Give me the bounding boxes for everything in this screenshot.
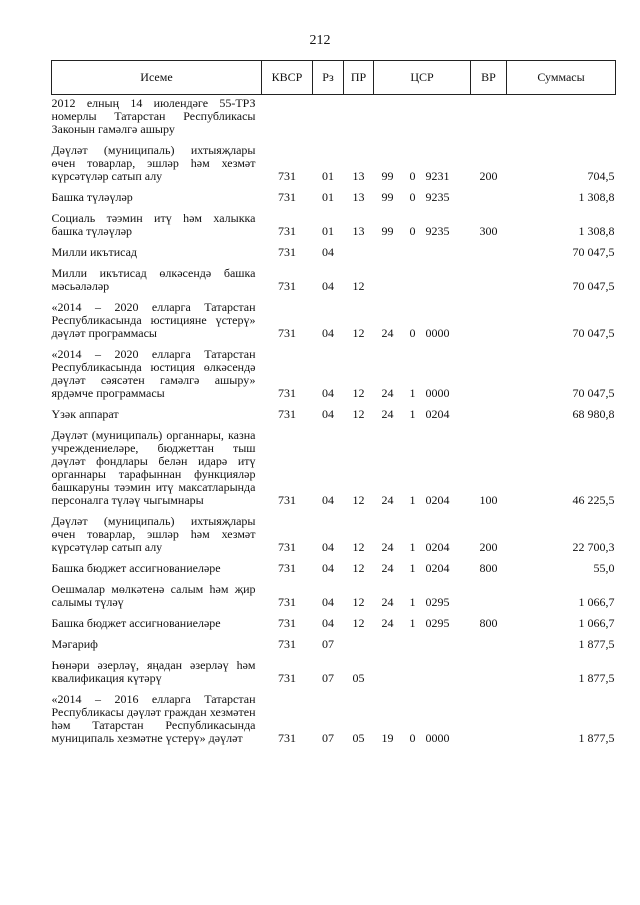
cell-kvsr: 731 xyxy=(278,407,296,421)
cell-kvsr: 731 xyxy=(278,731,296,745)
cell-kvsr: 731 xyxy=(278,616,296,630)
cell-vr: 300 xyxy=(479,224,498,238)
cell-csr-direction: 0000 xyxy=(425,731,450,745)
cell-pr xyxy=(344,632,374,653)
page-number: 212 xyxy=(309,33,331,48)
cell-sum: 704,5 xyxy=(587,169,615,183)
cell-csr-direction: 0000 xyxy=(425,386,450,400)
cell-rz: 04 xyxy=(322,616,334,630)
table-row xyxy=(52,402,616,423)
cell-vr xyxy=(471,577,507,611)
cell-name: Башка түләүләр xyxy=(51,190,133,204)
table-row xyxy=(52,95,616,139)
cell-vr: 200 xyxy=(479,540,498,554)
table-row xyxy=(52,185,616,206)
cell-kvsr: 731 xyxy=(278,671,296,685)
cell-csr-direction: 0000 xyxy=(425,326,450,340)
cell-csr-program: 24 xyxy=(381,595,394,609)
cell-pr xyxy=(344,240,374,261)
cell-sum: 1 308,8 xyxy=(578,224,615,238)
table-row xyxy=(52,342,616,402)
cell-sum: 22 700,3 xyxy=(572,540,615,554)
cell-name: Мәгариф xyxy=(51,637,98,651)
cell-pr: 13 xyxy=(352,169,365,183)
cell-kvsr xyxy=(262,95,313,139)
cell-rz: 04 xyxy=(322,386,334,400)
table-row xyxy=(52,206,616,240)
cell-rz: 04 xyxy=(322,561,334,575)
table-header-row xyxy=(52,61,616,95)
cell-pr: 12 xyxy=(352,616,365,630)
cell-name: Дәүләт (муниципаль) ихтыяҗлары өчен товарлар, эшләр һәм хезмәт күрсәтүләр сатып алу xyxy=(51,514,256,554)
cell-name: «2014 – 2016 елларга Татарстан Республикасы дәүләт граждан хезмәтен һәм Татарстан Республикасында муниципаль хезмәтне үстерү» дәүләт xyxy=(51,692,256,745)
cell-name: Дәүләт (муниципаль) органнары, казна учреждениеләре, бюджеттан тыш дәүләт фондлары белән идарә итү органнары тарафыннан функцияләр башкаруны тәэмин итү максатларында персоналга түләү чыгымнары xyxy=(51,428,256,507)
cell-csr-program xyxy=(374,653,402,687)
cell-csr-program: 24 xyxy=(381,616,394,630)
cell-csr-subprogram: 0 xyxy=(409,224,416,238)
header-sum: Суммасы xyxy=(507,61,616,95)
cell-csr-program: 99 xyxy=(381,190,394,204)
table-row xyxy=(52,577,616,611)
cell-pr: 12 xyxy=(352,326,365,340)
cell-name: Социаль тәэмин итү һәм халыкка башка түләүләр xyxy=(51,211,256,238)
cell-csr-direction xyxy=(424,240,471,261)
cell-csr-subprogram xyxy=(402,653,424,687)
cell-csr-program xyxy=(374,632,402,653)
cell-rz xyxy=(313,95,344,139)
cell-vr xyxy=(471,402,507,423)
cell-csr-direction: 0295 xyxy=(425,595,450,609)
cell-kvsr: 731 xyxy=(278,637,296,651)
cell-sum: 70 047,5 xyxy=(572,326,615,340)
cell-vr xyxy=(471,261,507,295)
cell-sum: 1 877,5 xyxy=(578,637,615,651)
cell-pr: 05 xyxy=(352,731,365,745)
cell-csr-direction: 0204 xyxy=(425,540,450,554)
table-row xyxy=(52,509,616,556)
cell-csr-subprogram: 1 xyxy=(409,595,416,609)
cell-vr: 100 xyxy=(479,493,498,507)
cell-rz: 04 xyxy=(322,279,334,293)
cell-vr xyxy=(471,95,507,139)
cell-csr-direction: 0204 xyxy=(425,561,450,575)
cell-name: Милли икътисад өлкәсендә башка мәсьәләләр xyxy=(51,266,256,293)
cell-csr-program: 24 xyxy=(381,540,394,554)
table-row xyxy=(52,423,616,509)
cell-vr xyxy=(471,632,507,653)
cell-csr-direction: 9231 xyxy=(425,169,450,183)
table-row xyxy=(52,611,616,632)
cell-csr-subprogram xyxy=(402,95,424,139)
cell-csr-program: 24 xyxy=(381,407,394,421)
table-row xyxy=(52,653,616,687)
cell-pr: 12 xyxy=(352,595,365,609)
cell-csr-subprogram: 0 xyxy=(409,190,416,204)
cell-name: 2012 елның 14 июлендәге 55-ТРЗ номерлы Татарстан Республикасы Законын гамәлгә ашыру xyxy=(51,96,256,136)
cell-csr-direction: 0204 xyxy=(425,493,450,507)
cell-sum: 1 308,8 xyxy=(578,190,615,204)
cell-pr: 12 xyxy=(352,386,365,400)
cell-csr-direction xyxy=(424,95,471,139)
cell-sum: 70 047,5 xyxy=(572,245,615,259)
cell-name: Дәүләт (муниципаль) ихтыяҗлары өчен товарлар, эшләр һәм хезмәт күрсәтүләр сатып алу xyxy=(51,143,256,183)
cell-csr-program: 99 xyxy=(381,169,394,183)
cell-pr: 13 xyxy=(352,190,365,204)
cell-vr xyxy=(471,653,507,687)
header-rz: Рз xyxy=(313,61,344,95)
cell-csr-subprogram xyxy=(402,240,424,261)
header-name: Исеме xyxy=(52,61,262,95)
cell-rz: 04 xyxy=(322,493,334,507)
table-row xyxy=(52,138,616,185)
cell-kvsr: 731 xyxy=(278,561,296,575)
cell-vr: 200 xyxy=(479,169,498,183)
cell-pr: 05 xyxy=(352,671,365,685)
cell-vr xyxy=(471,342,507,402)
cell-pr: 12 xyxy=(352,279,365,293)
cell-kvsr: 731 xyxy=(278,326,296,340)
cell-sum: 46 225,5 xyxy=(572,493,615,507)
cell-csr-program: 99 xyxy=(381,224,394,238)
cell-rz: 01 xyxy=(322,169,334,183)
cell-csr-direction xyxy=(424,632,471,653)
header-kvsr: КВСР xyxy=(262,61,313,95)
cell-csr-program: 24 xyxy=(381,326,394,340)
cell-name: Башка бюджет ассигнованиеләре xyxy=(51,561,221,575)
cell-vr: 800 xyxy=(479,616,498,630)
cell-csr-program: 19 xyxy=(381,731,394,745)
table-row xyxy=(52,687,616,747)
cell-csr-subprogram: 1 xyxy=(409,493,416,507)
cell-name: Үзәк аппарат xyxy=(51,407,119,421)
cell-rz: 04 xyxy=(322,245,334,259)
cell-pr xyxy=(344,95,374,139)
cell-sum: 70 047,5 xyxy=(572,386,615,400)
table-row xyxy=(52,632,616,653)
cell-rz: 04 xyxy=(322,540,334,554)
cell-kvsr: 731 xyxy=(278,386,296,400)
cell-pr: 12 xyxy=(352,407,365,421)
cell-csr-subprogram: 1 xyxy=(409,616,416,630)
cell-sum: 1 877,5 xyxy=(578,671,615,685)
cell-csr-subprogram xyxy=(402,632,424,653)
cell-vr xyxy=(471,687,507,747)
cell-pr: 12 xyxy=(352,561,365,575)
cell-kvsr: 731 xyxy=(278,169,296,183)
cell-csr-direction: 9235 xyxy=(425,224,450,238)
cell-rz: 04 xyxy=(322,326,334,340)
cell-csr-subprogram: 0 xyxy=(409,169,416,183)
cell-rz: 04 xyxy=(322,407,334,421)
cell-pr: 12 xyxy=(352,493,365,507)
cell-csr-subprogram: 1 xyxy=(409,561,416,575)
cell-rz: 07 xyxy=(322,671,334,685)
cell-rz: 01 xyxy=(322,224,334,238)
cell-sum: 55,0 xyxy=(593,561,615,575)
cell-csr-subprogram xyxy=(402,261,424,295)
cell-vr xyxy=(471,185,507,206)
table-body xyxy=(52,95,616,748)
cell-name: Милли икътисад xyxy=(51,245,138,259)
cell-pr: 12 xyxy=(352,540,365,554)
cell-rz: 07 xyxy=(322,637,334,651)
cell-csr-direction xyxy=(424,261,471,295)
cell-csr-program: 24 xyxy=(381,561,394,575)
budget-table xyxy=(51,60,616,747)
table-row xyxy=(52,261,616,295)
cell-csr-direction: 0204 xyxy=(425,407,450,421)
cell-name: Башка бюджет ассигнованиеләре xyxy=(51,616,221,630)
cell-rz: 04 xyxy=(322,595,334,609)
cell-vr xyxy=(471,240,507,261)
cell-csr-program xyxy=(374,261,402,295)
header-pr: ПР xyxy=(344,61,374,95)
cell-name: «2014 – 2020 елларга Татарстан Республикасында юстиция өлкәсендә дәүләт сәясәтен гамәлгә ашыру» ярдәмче программасы xyxy=(51,347,256,400)
cell-rz: 01 xyxy=(322,190,334,204)
cell-csr-program: 24 xyxy=(381,493,394,507)
cell-name: Оешмалар мөлкәтенә салым һәм җир салымы түләү xyxy=(51,582,256,609)
cell-name: «2014 – 2020 елларга Татарстан Республикасында юстицияне үстерү» дәүләт программасы xyxy=(51,300,256,340)
cell-csr-direction: 0295 xyxy=(425,616,450,630)
cell-sum: 1 066,7 xyxy=(578,595,615,609)
cell-csr-subprogram: 1 xyxy=(409,540,416,554)
cell-csr-program: 24 xyxy=(381,386,394,400)
header-vr: ВР xyxy=(471,61,507,95)
cell-vr xyxy=(471,295,507,342)
cell-kvsr: 731 xyxy=(278,224,296,238)
cell-kvsr: 731 xyxy=(278,245,296,259)
cell-kvsr: 731 xyxy=(278,279,296,293)
cell-sum: 1 066,7 xyxy=(578,616,615,630)
cell-kvsr: 731 xyxy=(278,493,296,507)
cell-csr-subprogram: 0 xyxy=(409,326,416,340)
cell-csr-direction: 9235 xyxy=(425,190,450,204)
cell-rz: 07 xyxy=(322,731,334,745)
cell-sum xyxy=(507,95,616,139)
cell-sum: 70 047,5 xyxy=(572,279,615,293)
cell-kvsr: 731 xyxy=(278,540,296,554)
cell-csr-program xyxy=(374,95,402,139)
table-row xyxy=(52,556,616,577)
cell-csr-subprogram: 1 xyxy=(409,386,416,400)
cell-kvsr: 731 xyxy=(278,190,296,204)
cell-csr-subprogram: 1 xyxy=(409,407,416,421)
cell-csr-direction xyxy=(424,653,471,687)
cell-pr: 13 xyxy=(352,224,365,238)
cell-vr: 800 xyxy=(479,561,498,575)
cell-csr-subprogram: 0 xyxy=(409,731,416,745)
header-csr: ЦСР xyxy=(374,61,471,95)
cell-sum: 1 877,5 xyxy=(578,731,615,745)
cell-sum: 68 980,8 xyxy=(572,407,615,421)
cell-csr-program xyxy=(374,240,402,261)
cell-name: Һөнәри әзерләү, яңадан әзерләү һәм квалификация күтәрү xyxy=(51,658,256,685)
table-row xyxy=(52,240,616,261)
cell-kvsr: 731 xyxy=(278,595,296,609)
table-row xyxy=(52,295,616,342)
